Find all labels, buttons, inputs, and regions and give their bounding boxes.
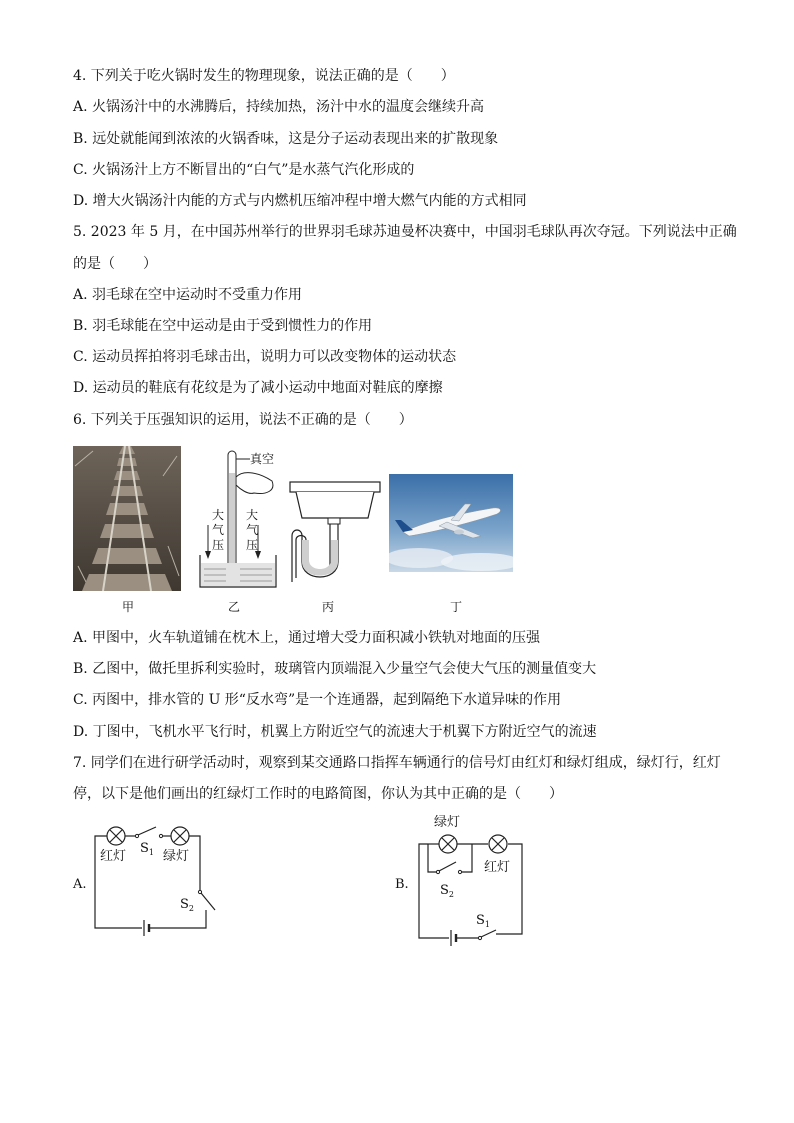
atm-left-3: 压 — [212, 538, 225, 552]
q6-option-c: C. 丙图中，排水管的 U 形“反水弯”是一个连通器，起到隔绝下水道异味的作用 — [73, 692, 562, 708]
q5-option-a: A. 羽毛球在空中运动时不受重力作用 — [73, 287, 303, 303]
circuit-b-s1-label: $S_1$ — [476, 913, 490, 929]
atm-right-2: 气 — [246, 523, 259, 537]
caption-bing: 丙 — [322, 600, 335, 614]
q7-stem-line1: 7. 同学们在进行研学活动时，观察到某交通路口指挥车辆通行的信号灯由红灯和绿灯组成，绿灯行，红灯 — [73, 755, 721, 771]
circuit-b-red-label: 红灯 — [484, 860, 511, 875]
vacuum-label: 真空 — [250, 452, 275, 466]
circuit-b-s2-label: $S_2$ — [440, 883, 454, 899]
railway-track-photo — [73, 446, 181, 591]
atm-right-1: 大 — [246, 508, 259, 522]
q4-option-b: B. 远处就能闻到浓浓的火锅香味，这是分子运动表现出来的扩散现象 — [73, 131, 499, 147]
circuit-b-diagram — [392, 810, 532, 948]
atm-left-2: 气 — [212, 523, 225, 537]
q6-stem: 6. 下列关于压强知识的运用，说法不正确的是（ ） — [73, 412, 413, 428]
q5-option-c: C. 运动员挥拍将羽毛球击出，说明力可以改变物体的运动状态 — [73, 349, 457, 365]
q5-option-d: D. 运动员的鞋底有花纹是为了减小运动中地面对鞋底的摩擦 — [73, 380, 443, 396]
circuit-a-s2-label: $S_2$ — [180, 897, 194, 913]
q6-option-d: D. 丁图中，飞机水平飞行时，机翼上方附近空气的流速大于机翼下方附近空气的流速 — [73, 724, 597, 740]
q4-option-a: A. 火锅汤汁中的水沸腾后，持续加热，汤汁中水的温度会继续升高 — [73, 99, 485, 115]
caption-jia: 甲 — [122, 600, 135, 614]
circuit-a-diagram — [70, 816, 230, 946]
atm-right-3: 压 — [246, 538, 259, 552]
circuit-a-s1-label: $S_1$ — [140, 841, 154, 857]
q5-stem-line2: 的是（ ） — [73, 256, 157, 272]
atm-left-1: 大 — [212, 508, 225, 522]
circuit-a-option-label: A. — [73, 877, 87, 892]
q5-stem-line1: 5. 2023 年 5 月，在中国苏州举行的世界羽毛球苏迪曼杯决赛中，中国羽毛球队再次夺冠。下列说法中正确 — [73, 224, 737, 240]
q4-option-d: D. 增大火锅汤汁内能的方式与内燃机压缩冲程中增大燃气内能的方式相同 — [73, 193, 527, 209]
q4-stem: 4. 下列关于吃火锅时发生的物理现象，说法正确的是（ ） — [73, 68, 455, 84]
torricelli-diagram — [196, 445, 281, 593]
q7-stem-line2: 停，以下是他们画出的红绿灯工作时的电路简图，你认为其中正确的是（ ） — [73, 786, 563, 802]
sink-u-trap-diagram — [288, 478, 384, 582]
airplane-photo — [389, 474, 513, 572]
q5-option-b: B. 羽毛球能在空中运动是由于受到惯性力的作用 — [73, 318, 373, 334]
q6-option-b: B. 乙图中，做托里拆利实验时，玻璃管内顶端混入少量空气会使大气压的测量值变大 — [73, 661, 597, 677]
circuit-b-option-label: B. — [395, 877, 409, 892]
caption-yi: 乙 — [228, 600, 241, 614]
circuit-b-green-label: 绿灯 — [434, 815, 461, 830]
caption-ding: 丁 — [450, 600, 463, 614]
q6-option-a: A. 甲图中，火车轨道铺在枕木上，通过增大受力面积减小铁轨对地面的压强 — [73, 630, 541, 646]
q4-option-c: C. 火锅汤汁上方不断冒出的“白气”是水蒸气汽化形成的 — [73, 162, 415, 178]
circuit-a-red-label: 红灯 — [100, 849, 127, 864]
circuit-a-green-label: 绿灯 — [163, 849, 190, 864]
